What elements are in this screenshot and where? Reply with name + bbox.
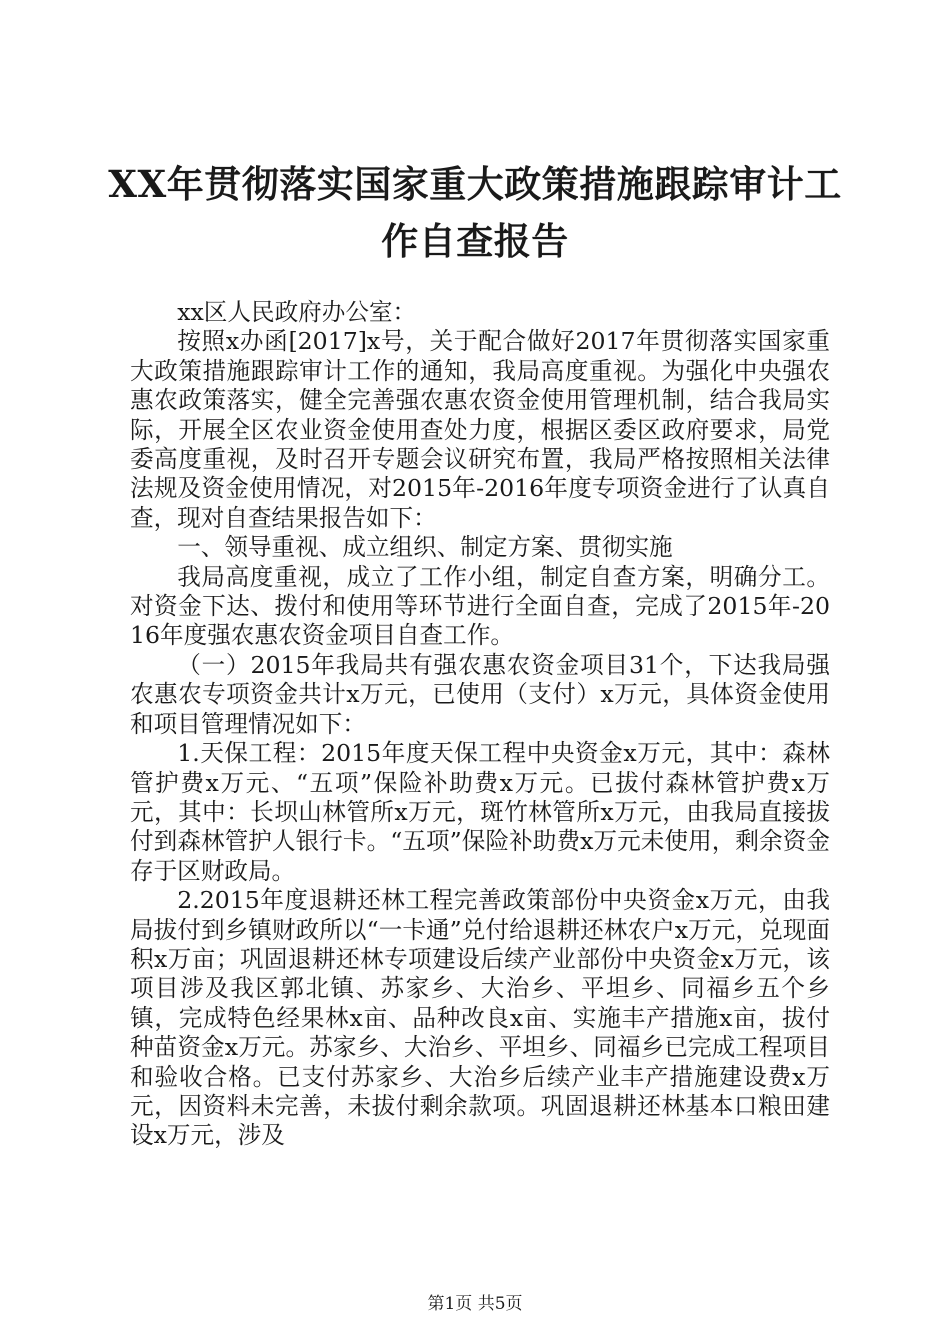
addressee: xx区人民政府办公室： (177, 298, 417, 326)
paragraph-overview: 我局高度重视，成立了工作小组，制定自查方案，明确分工。对资金下达、拨付和使用等环节进行全面自查，完成了2015年-2016年度强农惠农资金项目自查工作。 (130, 562, 830, 650)
document-title-line-2: 作自查报告 (381, 219, 569, 263)
item-2-tuigeng: 2.2015年度退耕还林工程完善政策部份中央资金x万元，由我局拔付到乡镇财政所以“一卡通”兑付给退耕还林农户x万元，兑现面积x万亩；巩固退耕还林专项建设后续产业部份中央资金x万元，该项目涉及我区郭北镇、苏家乡、大治乡、平坦乡、同福乡五个乡镇，完成特色经果林x亩、品种改良x亩、实施丰产措施x亩，拔付种苗资金x万元。苏家乡、大治乡、平坦乡、同福乡已完成工程项目和验收合格。已支付苏家乡、大治乡后续产业丰产措施建设费x万元，因资料未完善，未拔付剩余款项。巩固退耕还林基本口粮田建设x万元，涉及 (130, 886, 830, 1150)
document-body (130, 298, 830, 1151)
section-heading-1: 一、领导重视、成立组织、制定方案、贯彻实施 (177, 533, 673, 562)
item-1-tianbao: 1.天保工程：2015年度天保工程中央资金x万元，其中：森林管护费x万元、“五项”保险补助费x万元。已拔付森林管护费x万元，其中：长坝山林管所x万元，斑竹林管所x万元，由我局直接拔付到森林管护人银行卡。“五项”保险补助费x万元未使用，剩余资金存于区财政局。 (130, 739, 830, 885)
document-title-line-1: XX年贯彻落实国家重大政策措施跟踪审计工 (108, 162, 842, 206)
page-number: 第1页 共5页 (427, 1294, 523, 1314)
subsection-1: （一）2015年我局共有强农惠农资金项目31个，下达我局强农惠农专项资金共计x万元，已使用（支付）x万元，具体资金使用和项目管理情况如下： (130, 650, 830, 738)
paragraph-intro: 按照x办函[2017]x号，关于配合做好2017年贯彻落实国家重大政策措施跟踪审计工作的通知，我局高度重视。为强化中央强农惠农政策落实，健全完善强农惠农资金使用管理机制，结合我局实际，开展全区农业资金使用查处力度，根据区委区政府要求，局党委高度重视，及时召开专题会议研究布置，我局严格按照相关法律法规及资金使用情况，对2015年-2016年度专项资金进行了认真自查，现对自查结果报告如下： (130, 327, 830, 532)
